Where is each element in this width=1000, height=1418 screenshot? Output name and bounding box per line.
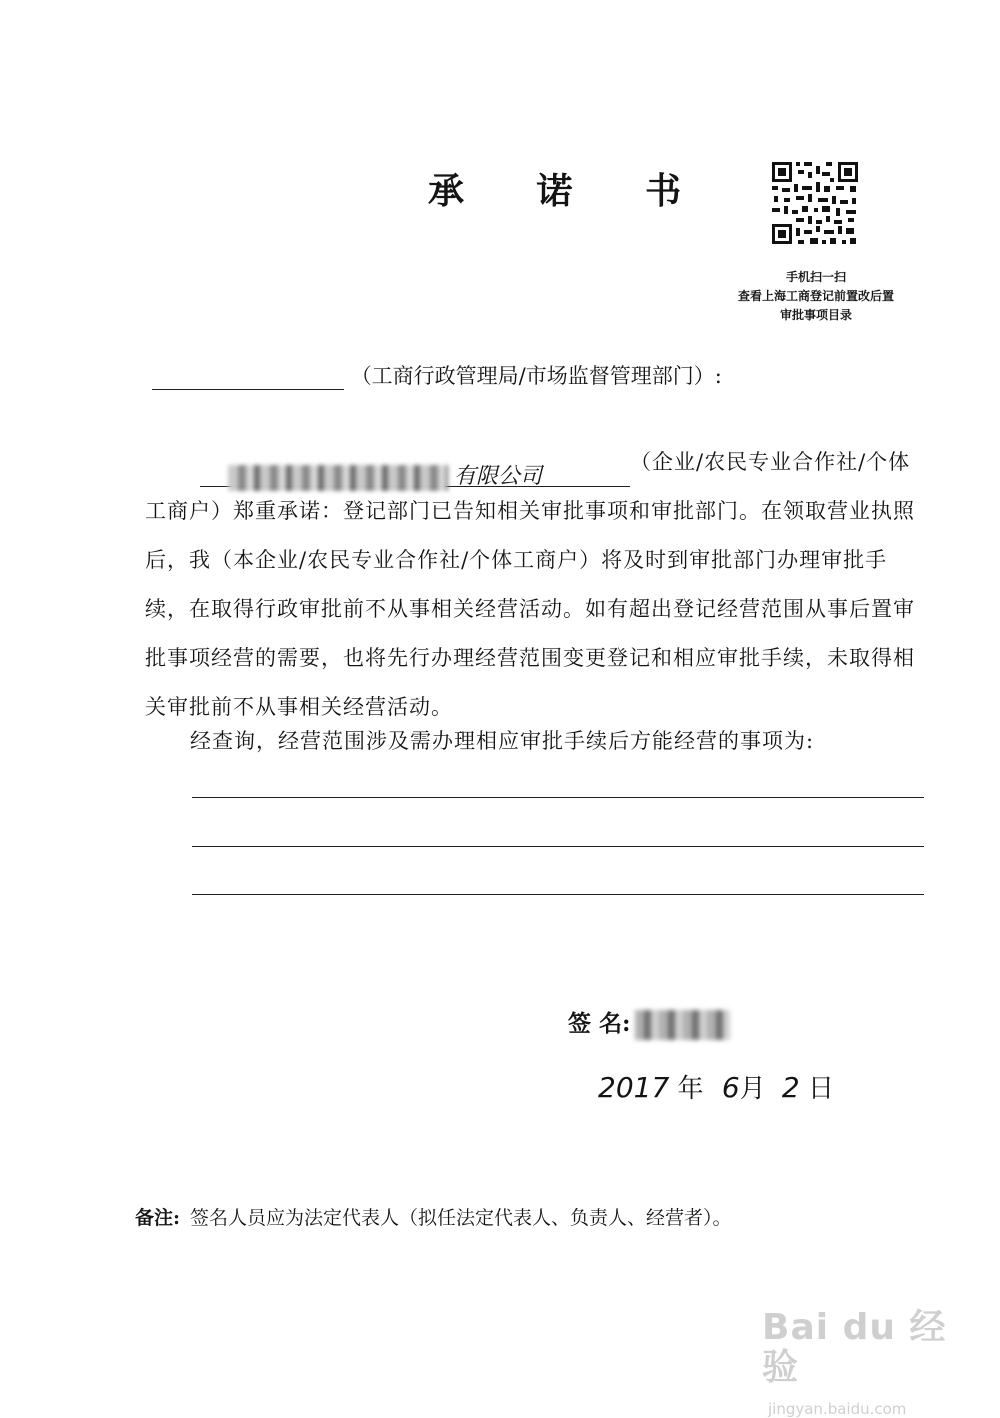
date-day-label: 日 [808, 1074, 835, 1104]
remark-label: 备注: [135, 1207, 181, 1229]
baidu-jingyan-watermark [762, 1308, 962, 1418]
redacted-company-name [228, 465, 448, 491]
signature-block [568, 1005, 730, 1040]
watermark-brand: Bai du 经验 [762, 1307, 947, 1388]
qr-code [770, 160, 860, 246]
entity-type-suffix: （企业/农民专业合作社/个 [630, 450, 889, 474]
addressee-suffix: （工商行政管理局/市场监督管理部门）: [350, 364, 722, 388]
body-paragraph: 体工商户）郑重承诺：登记部门已告知相关审批事项和审批部门。在领取营业执照后，我（本企业/农民专业合作社/个体工商户）将及时到审批部门办理审批手续，在取得行政审批前不从事相关经营活动。如有超出登记经营范围从事后置审批事项经营的需要，也将先行办理经营范围变更登记和相应审批手续，未取得相关审批前不从事相关经营活动。 [145, 450, 915, 719]
date-day: 2 [781, 1071, 800, 1104]
fill-in-line [192, 894, 924, 895]
qr-caption-line: 手机扫一扫 [785, 270, 846, 284]
redacted-signature [635, 1010, 730, 1040]
date-month: 6 [721, 1071, 740, 1104]
company-name-field [200, 452, 630, 487]
watermark-url: jingyan.baidu.com [768, 1400, 907, 1418]
query-text: 经查询，经营范围涉及需办理相应审批手续后方能经营的事项为: [190, 729, 815, 753]
qr-caption-line: 查看上海工商登记前置改后置 [737, 289, 894, 303]
date-year: 2017 [598, 1071, 670, 1104]
addressee-blank [152, 363, 344, 390]
company-name-handwriting: 有限公司 [454, 464, 543, 489]
fill-in-line [192, 797, 924, 798]
remark [135, 1203, 732, 1230]
remark-text: 签名人员应为法定代表人（拟任法定代表人、负责人、经营者）。 [190, 1207, 732, 1229]
signing-date [598, 1068, 834, 1105]
signature-label: 签 名: [568, 1010, 631, 1037]
date-year-label: 年 [677, 1074, 704, 1104]
addressee-line [152, 360, 722, 392]
document-title: 承 诺 书 [428, 170, 712, 212]
fill-in-line [192, 846, 924, 847]
qr-caption [700, 268, 932, 325]
qr-caption-line: 审批事项目录 [779, 308, 852, 322]
commitment-body [145, 438, 925, 732]
date-month-label: 月 [739, 1074, 766, 1104]
